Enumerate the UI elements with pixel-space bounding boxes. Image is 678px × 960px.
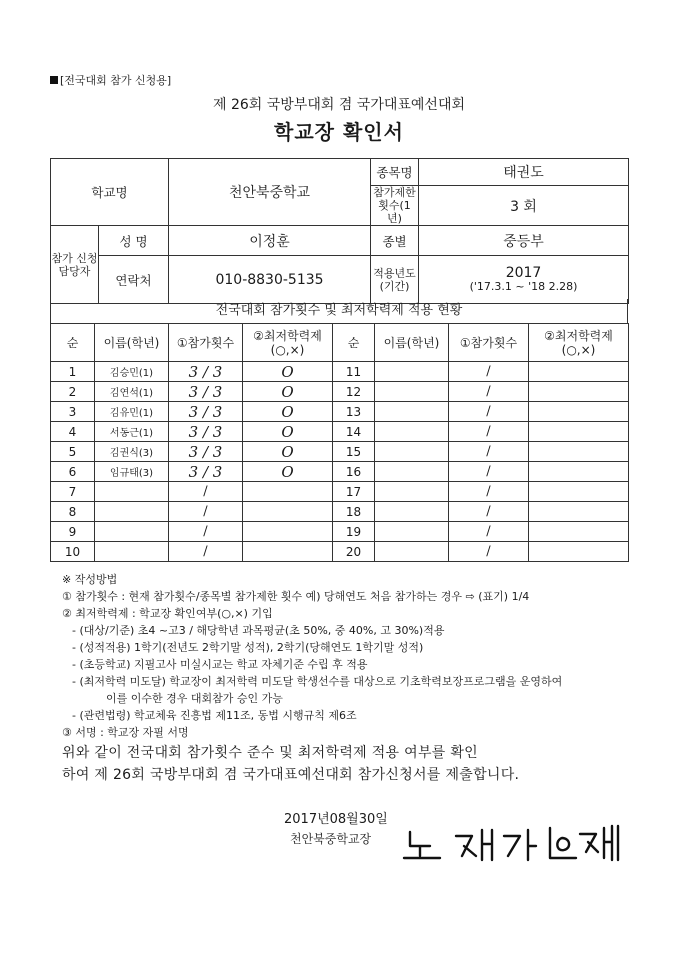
row-number: 19 [333, 522, 375, 542]
participation-count: / [169, 502, 243, 522]
square-bullet-icon [50, 76, 58, 84]
note-count: ① 참가횟수 : 현재 참가횟수/종목별 참가제한 횟수 예) 당해연도 처음 참가하는 경우 ⇨ (표기) 1/4 [62, 590, 530, 603]
year-cell [419, 256, 629, 304]
status-table [50, 323, 629, 562]
row-number: 18 [333, 502, 375, 522]
student-name: 김승민(1) [95, 362, 169, 382]
gender-value: 중등부 [419, 226, 629, 256]
row-number: 15 [333, 442, 375, 462]
event-label: 종목명 [371, 159, 419, 186]
min-academic-mark [529, 502, 629, 522]
participation-count: 3 / 3 [169, 382, 243, 402]
student-name [95, 502, 169, 522]
min-academic-mark [529, 542, 629, 562]
participation-count: 3 / 3 [169, 422, 243, 442]
confirmation-line-2: 하여 제 26회 국방부대회 겸 국가대표예선대회 참가신청서를 제출합니다. [62, 767, 520, 783]
student-name [375, 482, 449, 502]
row-number: 1 [51, 362, 95, 382]
header-count: ①참가횟수 [169, 324, 243, 362]
table-row [51, 502, 629, 522]
min-academic-mark [529, 442, 629, 462]
header-count: ①참가횟수 [449, 324, 529, 362]
header-num: 순 [333, 324, 375, 362]
min-academic-mark [529, 422, 629, 442]
contact-value: 010-8830-5135 [169, 256, 371, 304]
participation-count: 3 / 3 [169, 442, 243, 462]
form-tag [50, 72, 171, 88]
min-academic-mark: O [243, 402, 333, 422]
handwritten-signature [400, 816, 640, 866]
participation-count: / [449, 522, 529, 542]
student-name [375, 522, 449, 542]
student-name [95, 482, 169, 502]
row-number: 5 [51, 442, 95, 462]
student-name [375, 462, 449, 482]
participation-count: 3 / 3 [169, 362, 243, 382]
competition-subtitle: 제 26회 국방부대회 겸 국가대표예선대회 [213, 97, 465, 113]
table-row [51, 362, 629, 382]
row-number: 17 [333, 482, 375, 502]
row-number: 16 [333, 462, 375, 482]
student-name [375, 362, 449, 382]
applicant-label: 참가 신청 담당자 [51, 226, 99, 304]
student-name [375, 542, 449, 562]
header-num: 순 [51, 324, 95, 362]
min-academic-mark [243, 482, 333, 502]
student-name [375, 442, 449, 462]
year-value: 2017 [505, 264, 542, 281]
name-label: 성 명 [99, 226, 169, 256]
header-min: ②최저학력제 (○,×) [529, 324, 629, 362]
participation-count: 3 / 3 [169, 462, 243, 482]
row-number: 12 [333, 382, 375, 402]
table-row [51, 542, 629, 562]
signer-title: 천안북중학교장 [290, 832, 372, 846]
year-period: ('17.3.1 ~ '18 2.28) [469, 279, 578, 293]
limit-label: 참가제한 횟수(1년) [371, 186, 419, 226]
note-unmet-cont: 이를 이수한 경우 대회참가 승인 가능 [106, 692, 283, 705]
min-academic-mark: O [243, 362, 333, 382]
row-number: 9 [51, 522, 95, 542]
instructions [62, 571, 652, 741]
row-number: 20 [333, 542, 375, 562]
school-label: 학교명 [51, 159, 169, 226]
note-unmet: - (최저학력 미도달) 학교장이 최저학력 미도달 학생선수를 대상으로 기초학력보장프로그램을 운영하여 [72, 675, 563, 688]
student-name: 김유민(1) [95, 402, 169, 422]
student-name [375, 422, 449, 442]
min-academic-mark: O [243, 442, 333, 462]
row-number: 11 [333, 362, 375, 382]
signature-strokes [404, 826, 618, 860]
participation-count: / [449, 362, 529, 382]
participation-count: / [169, 482, 243, 502]
note-elementary: - (초등학교) 지필고사 미실시교는 학교 자체기준 수립 후 적용 [72, 658, 368, 671]
status-title: 전국대회 참가횟수 및 최저학력제 적용 현황 [50, 299, 628, 323]
min-academic-mark: O [243, 462, 333, 482]
student-name: 김권식(3) [95, 442, 169, 462]
participation-count: / [169, 522, 243, 542]
participation-count: 3 / 3 [169, 402, 243, 422]
student-name [375, 502, 449, 522]
participation-count: / [169, 542, 243, 562]
note-target: - (대상/기준) 초4 ~고3 / 해당학년 과목평균(초 50%, 중 40%, 고 30%)적용 [72, 624, 445, 637]
participation-count: / [449, 502, 529, 522]
min-academic-mark [243, 522, 333, 542]
table-row [51, 382, 629, 402]
min-academic-mark [529, 402, 629, 422]
student-name [375, 382, 449, 402]
participation-count: / [449, 482, 529, 502]
note-min-level: ② 최저학력제 : 학교장 확인여부(○,×) 기입 [62, 607, 273, 620]
header-name: 이름(학년) [95, 324, 169, 362]
form-tag-text: [전국대회 참가 신청용] [60, 74, 172, 87]
min-academic-mark: O [243, 422, 333, 442]
confirmation-line-1: 위와 같이 전국대회 참가횟수 준수 및 최저학력제 적용 여부를 확인 [62, 745, 478, 761]
student-name: 임규태(3) [95, 462, 169, 482]
min-academic-mark [529, 382, 629, 402]
note-signature: ③ 서명 : 학교장 자필 서명 [62, 726, 189, 739]
min-academic-mark [243, 502, 333, 522]
min-academic-mark [529, 462, 629, 482]
participation-count: / [449, 402, 529, 422]
header-min: ②최저학력제 (○,×) [243, 324, 333, 362]
instructions-heading: ※ 작성방법 [62, 573, 118, 586]
min-academic-mark [529, 522, 629, 542]
row-number: 13 [333, 402, 375, 422]
table-row [51, 482, 629, 502]
participation-count: / [449, 422, 529, 442]
participation-count: / [449, 462, 529, 482]
school-name: 천안북중학교 [169, 159, 371, 226]
student-name [95, 542, 169, 562]
row-number: 7 [51, 482, 95, 502]
row-number: 3 [51, 402, 95, 422]
row-number: 8 [51, 502, 95, 522]
student-name [95, 522, 169, 542]
participation-count: / [449, 442, 529, 462]
event-value: 태권도 [419, 159, 629, 186]
table-row [51, 442, 629, 462]
status-header-row [51, 324, 629, 362]
table-row [51, 402, 629, 422]
participation-count: / [449, 382, 529, 402]
note-law: - (관련법령) 학교체육 진흥법 제11조, 동법 시행규칙 제6조 [72, 709, 357, 722]
school-info-table [50, 158, 629, 304]
note-grades: - (성적적용) 1학기(전년도 2학기말 성적), 2학기(당해연도 1학기말 성적) [72, 641, 424, 654]
limit-value: 3 회 [419, 186, 629, 226]
participation-count: / [449, 542, 529, 562]
row-number: 10 [51, 542, 95, 562]
header-name: 이름(학년) [375, 324, 449, 362]
table-row [51, 462, 629, 482]
min-academic-mark [529, 482, 629, 502]
row-number: 14 [333, 422, 375, 442]
min-academic-mark: O [243, 382, 333, 402]
contact-label: 연락처 [99, 256, 169, 304]
student-name [375, 402, 449, 422]
table-row [51, 522, 629, 542]
student-name: 김연석(1) [95, 382, 169, 402]
table-row [51, 422, 629, 442]
row-number: 6 [51, 462, 95, 482]
document-date: 2017년08월30일 [284, 812, 388, 827]
gender-label: 종별 [371, 226, 419, 256]
student-name: 서동근(1) [95, 422, 169, 442]
confirmation-statement [62, 742, 652, 786]
row-number: 4 [51, 422, 95, 442]
document-title: 학교장 확인서 [274, 120, 404, 144]
year-label: 적용년도 (기간) [371, 256, 419, 304]
min-academic-mark [529, 362, 629, 382]
min-academic-mark [243, 542, 333, 562]
name-value: 이정훈 [169, 226, 371, 256]
row-number: 2 [51, 382, 95, 402]
